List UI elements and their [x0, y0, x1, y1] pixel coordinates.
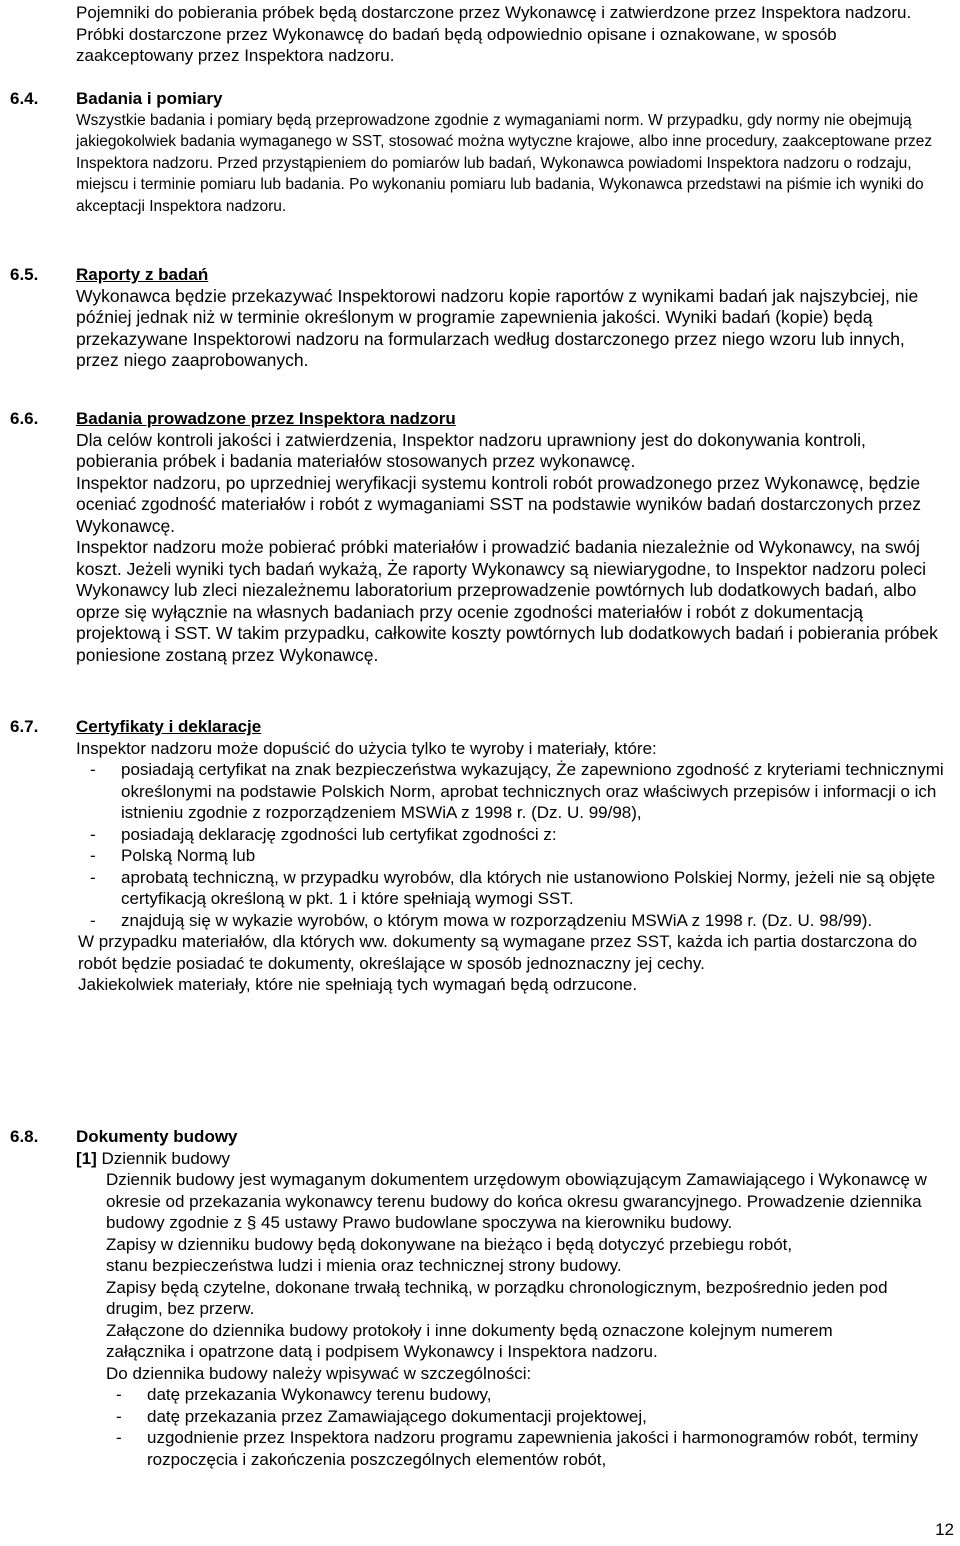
- section-6-7: [10, 716, 950, 996]
- list-item: [90, 910, 948, 932]
- list-item-text: aprobatą techniczną, w przypadku wyrobów, dla których nie ustanowiono Polskiej Normy, jeżeli nie są objęte certyfikacją określoną w pkt. 1 i które spełniają wymogi SST.: [121, 867, 936, 908]
- section-paragraph: Inspektor nadzoru, po uprzedniej weryfikacji systemu kontroli robót prowadzonego przez Wykonawcę, będzie oceniać zgodność materiałów i robót z wymaganiami SST na podstawie wyników badań dostarczonych przez Wykonawcę.: [76, 472, 921, 536]
- list-dash: -: [116, 1406, 122, 1426]
- page-number: 12: [935, 1520, 954, 1539]
- section-paragraph: Zapisy będą czytelne, dokonane trwałą techniką, w porządku chronologicznym, bezpośrednio jeden pod drugim, bez przerw.: [106, 1277, 888, 1318]
- list-dash: -: [90, 910, 96, 930]
- section-paragraph: Inspektor nadzoru może pobierać próbki materiałów i prowadzić badania niezależnie od Wykonawcy, na swój koszt. Jeżeli wyniki tych badań wykażą, Że raporty Wykonawcy są niewiarygodne, to Inspektor nadzoru poleci Wykonawcy lub zleci niezależnemu laboratorium przeprowadzenie powtórnych lub dodatkowych badań, albo oprze się wyłącznie na własnych badaniach przy ocenie zgodności materiałów i robót z dokumentacją projektową i SST. W takim przypadku, całkowite koszty powtórnych lub dodatkowych badań i pobierania próbek poniesione zostaną przez Wykonawcę.: [76, 537, 938, 665]
- section-number: 6.4.: [10, 89, 39, 108]
- subsection-heading: [76, 1148, 950, 1170]
- section-number: 6.6.: [10, 409, 39, 428]
- section-paragraph: Inspektor nadzoru może dopuścić do użycia tylko te wyroby i materiały, które:: [76, 738, 657, 758]
- section-title: Raporty z badań: [76, 265, 209, 284]
- section-paragraph: Dla celów kontroli jakości i zatwierdzenia, Inspektor nadzoru uprawniony jest do dokonywania kontroli, pobierania próbek i badania materiałów stosowanych przez wykonawcę.: [76, 429, 866, 471]
- subsection-ref: [1]: [76, 1148, 97, 1168]
- list-dash: -: [116, 1385, 122, 1404]
- section-6-8: [10, 1126, 950, 1470]
- section-title: Certyfikaty i deklaracje: [76, 717, 262, 736]
- section-title: Badania prowadzone przez Inspektora nadzoru: [76, 409, 456, 428]
- list-item-text: znajdują się w wykazie wyrobów, o którym mowa w rozporządzeniu MSWiA z 1998 r. (Dz. U. 98/99).: [121, 910, 873, 930]
- list-item: [116, 1384, 950, 1406]
- list-item: [116, 1427, 950, 1470]
- list-item: [90, 845, 948, 867]
- list-dash: -: [116, 1428, 122, 1447]
- section-6-4: [10, 88, 950, 217]
- section-number: 6.5.: [10, 265, 39, 284]
- intro-paragraph: Pojemniki do pobierania próbek będą dostarczone przez Wykonawcę i zatwierdzone przez Inspektora nadzoru. Próbki dostarczone przez Wykonawcę do badań będą odpowiednio opisane i oznakowane, w sposób zaakceptowany przez Inspektora nadzoru.: [76, 3, 912, 65]
- section-6-6: [10, 408, 950, 666]
- list-dash: -: [90, 824, 96, 844]
- list-item-text: uzgodnienie przez Inspektora nadzoru programu zapewnienia jakości i harmonogramów robót, terminy rozpoczęcia i zakończenia poszczególnych elementów robót,: [147, 1428, 919, 1469]
- section-paragraph: Jakiekolwiek materiały, które nie spełniają tych wymagań będą odrzucone.: [78, 975, 638, 994]
- list-item-text: datę przekazania Wykonawcy terenu budowy,: [147, 1385, 492, 1404]
- list-item-text: posiadają deklarację zgodności lub certyfikat zgodności z:: [121, 824, 557, 844]
- list-item: [116, 1406, 950, 1428]
- section-paragraph: W przypadku materiałów, dla których ww. dokumenty są wymagane przez SST, każda ich partia dostarczona do robót będzie posiadać te dokumenty, określające w sposób jednoznaczny jej cechy.: [78, 932, 918, 973]
- section-paragraph: Do dziennika budowy należy wpisywać w szczególności:: [106, 1363, 532, 1383]
- section-6-5: [10, 264, 950, 372]
- section-paragraph: Wykonawca będzie przekazywać Inspektorowi nadzoru kopie raportów z wynikami badań jak najszybciej, nie później jednak niż w terminie określonym w programie zapewnienia jakości. Wyniki badań (kopie) będą przekazywane Inspektorowi nadzoru na formularzach według dostarczonego przez niego wzoru lub innych, przez niego zaaprobowanych.: [76, 285, 919, 370]
- section-number: 6.8.: [10, 1127, 39, 1146]
- section-paragraph: Wszystkie badania i pomiary będą przeprowadzone zgodnie z wymaganiami norm. W przypadku, gdy normy nie obejmują jakiegokolwiek badania wymaganego w SST, stosować można wytyczne krajowe, albo inne procedury, zaakceptowane przez Inspektora nadzoru. Przed przystąpieniem do pomiarów lub badań, Wykonawca powiadomi Inspektora nadzoru o rodzaju, miejscu i terminie pomiaru lub badania. Po wykonaniu pomiaru lub badania, Wykonawca przedstawi na piśmie ich wyniki do akceptacji Inspektora nadzoru.: [76, 111, 933, 215]
- section-title: Dokumenty budowy: [76, 1127, 238, 1146]
- list-dash: -: [90, 760, 96, 779]
- section-paragraph: Załączone do dziennika budowy protokoły i inne dokumenty będą oznaczone kolejnym numerem załącznika i opatrzone datą i podpisem Wykonawcy i Inspektora nadzoru.: [106, 1320, 833, 1361]
- section-paragraph: Zapisy w dzienniku budowy będą dokonywane na bieżąco i będą dotyczyć przebiegu robót, stanu bezpieczeństwa ludzi i mienia oraz technicznej strony budowy.: [106, 1234, 793, 1275]
- list-item: [90, 824, 948, 846]
- list-item: [90, 867, 948, 910]
- journal-entries-list: [116, 1384, 950, 1470]
- section-title: Badania i pomiary: [76, 89, 223, 108]
- list-item: [90, 759, 948, 824]
- list-item-text: Polską Normą lub: [121, 846, 256, 865]
- list-item-text: datę przekazania przez Zamawiającego dokumentacji projektowej,: [147, 1406, 647, 1426]
- section-paragraph: Dziennik budowy jest wymaganym dokumentem urzędowym obowiązującym Zamawiającego i Wykonawcę w okresie od przekazania wykonawcy terenu budowy do końca okresu gwarancyjnego. Prowadzenie dziennika budowy zgodnie z § 45 ustawy Prawo budowlane spoczywa na kierowniku budowy.: [106, 1170, 927, 1232]
- list-dash: -: [90, 846, 96, 865]
- section-number: 6.7.: [10, 717, 39, 736]
- requirements-list: [90, 759, 948, 931]
- list-dash: -: [90, 867, 96, 887]
- subsection-title: Dziennik budowy: [101, 1148, 231, 1168]
- list-item-text: posiadają certyfikat na znak bezpieczeństwa wykazujący, Że zapewniono zgodność z kryteriami technicznymi określonymi na podstawie Polskich Norm, aprobat technicznych oraz właściwych przepisów i informacji o ich istnieniu zgodnie z rozporządzeniem MSWiA z 1998 r. (Dz. U. 99/98),: [121, 760, 944, 822]
